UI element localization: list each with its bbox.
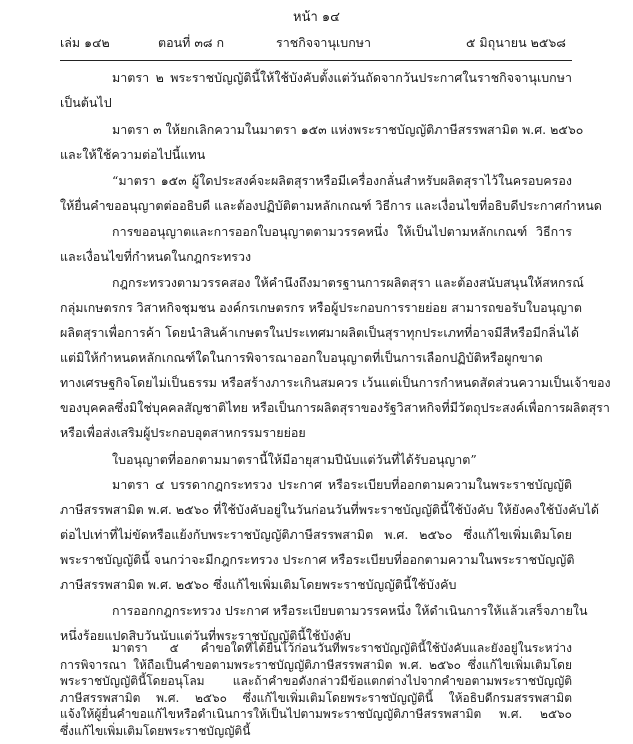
volume-number: เล่ม ๑๔๒ bbox=[60, 35, 110, 50]
text-line: การออกกฎกระทรวง ประกาศ หรือระเบียบตามวรรคหนึ่ง ให้ดำเนินการให้แล้วเสร็จภายใน bbox=[112, 603, 588, 618]
text-line: พระราชบัญญัตินี้โดยอนุโลม และถ้าคำขอดังกล่าวมีข้อแตกต่างไปจากคำขอตามพระราชบัญญัติ bbox=[60, 674, 572, 688]
section-number: ตอนที่ ๓๘ ก bbox=[158, 35, 225, 50]
page-number: หน้า ๑๔ bbox=[293, 10, 340, 25]
text-line: มาตรา ๔ บรรดากฎกระทรวง ประกาศ หรือระเบียบที่ออกตามความในพระราชบัญญัติ bbox=[112, 477, 572, 492]
text-line: พระราชบัญญัตินี้ จนกว่าจะมีกฎกระทรวง ประกาศ หรือระเบียบที่ออกตามความในพระราชบัญญัติ bbox=[60, 552, 575, 567]
publication-name: ราชกิจจานุเบกษา bbox=[276, 35, 372, 50]
text-line: ภาษีสรรพสามิต พ.ศ. ๒๕๖๐ ซึ่งแก้ไขเพิ่มเติมโดยพระราชบัญญัตินี้ ให้อธิบดีกรมสรรพสามิต bbox=[60, 690, 572, 705]
text-line: ภาษีสรรพสามิต พ.ศ. ๒๕๖๐ ซึ่งแก้ไขเพิ่มเติมโดยพระราชบัญญัตินี้ใช้บังคับ bbox=[60, 577, 457, 592]
text-line: ใบอนุญาตที่ออกตามมาตรานี้ให้มีอายุสามปีนับแต่วันที่ได้รับอนุญาต” bbox=[112, 452, 477, 467]
text-line: ให้ยื่นคำขออนุญาตต่ออธิบดี และต้องปฏิบัติตามหลักเกณฑ์ วิธีการ และเงื่อนไขที่อธิบดีประกาศกำหนด bbox=[60, 198, 602, 213]
text-line: การพิจารณา ให้ถือเป็นคำขอตามพระราชบัญญัติภาษีสรรพสามิต พ.ศ. ๒๕๖๐ ซึ่งแก้ไขเพิ่มเติมโดย bbox=[60, 657, 572, 672]
text-line: หรือเพื่อส่งเสริมผู้ประกอบอุตสาหกรรมรายย่อย bbox=[60, 425, 306, 440]
text-line: “มาตรา ๑๕๓ ผู้ใดประสงค์จะผลิตสุราหรือมีเครื่องกลั่นสำหรับผลิตสุราไว้ในครอบครอง bbox=[112, 173, 572, 188]
text-line: ต่อไปเท่าที่ไม่ขัดหรือแย้งกับพระราชบัญญัติภาษีสรรพสามิต พ.ศ. ๒๕๖๐ ซึ่งแก้ไขเพิ่มเติมโดย bbox=[60, 527, 572, 542]
text-line: และให้ใช้ความต่อไปนี้แทน bbox=[60, 147, 206, 162]
text-line: เป็นต้นไป bbox=[60, 95, 112, 110]
text-line: ซึ่งแก้ไขเพิ่มเติมโดยพระราชบัญญัตินี้ bbox=[60, 723, 251, 738]
text-line: และเงื่อนไขที่กำหนดในกฎกระทรวง bbox=[60, 249, 252, 264]
text-line: หนึ่งร้อยแปดสิบวันนับแต่วันที่พระราชบัญญัตินี้ใช้บังคับ bbox=[60, 628, 351, 643]
text-line: กฎกระทรวงตามวรรคสอง ให้คำนึงถึงมาตรฐานการผลิตสุรา และต้องสนับสนุนให้สหกรณ์ bbox=[112, 275, 584, 290]
text-line: มาตรา ๓ ให้ยกเลิกความในมาตรา ๑๕๓ แห่งพระราชบัญญัติภาษีสรรพสามิต พ.ศ. ๒๕๖๐ bbox=[112, 122, 584, 137]
text-line: การขออนุญาตและการออกใบอนุญาตตามวรรคหนึ่ง ให้เป็นไปตามหลักเกณฑ์ วิธีการ bbox=[112, 224, 572, 239]
header-rule bbox=[60, 60, 572, 61]
text-line: ทางเศรษฐกิจโดยไม่เป็นธรรม หรือสร้างภาระเกินสมควร เว้นแต่เป็นการกำหนดสัดส่วนความเป็นเจ้าของ bbox=[60, 375, 611, 390]
text-line: ของบุคคลซึ่งมิใช่บุคคลสัญชาติไทย หรือเป็นการผลิตสุราของรัฐวิสาหกิจที่มีวัตถุประสงค์เพื่อการผลิตสุรา bbox=[60, 400, 610, 415]
text-line: กลุ่มเกษตรกร วิสาหกิจชุมชน องค์กรเกษตรกร หรือผู้ประกอบการรายย่อย สามารถขอรับใบอนุญาต bbox=[60, 300, 582, 315]
publication-date: ๕ มิถุนายน ๒๕๖๘ bbox=[466, 35, 566, 50]
text-line: ภาษีสรรพสามิต พ.ศ. ๒๕๖๐ ที่ใช้บังคับอยู่ในวันก่อนวันที่พระราชบัญญัตินี้ใช้บังคับ ให้ยังคงใช้บังคับได้ bbox=[60, 502, 599, 517]
text-line: มาตรา ๒ พระราชบัญญัตินี้ให้ใช้บังคับตั้งแต่วันถัดจากวันประกาศในราชกิจจานุเบกษา bbox=[112, 70, 572, 85]
text-line: แจ้งให้ผู้ยื่นคำขอแก้ไขหรือดำเนินการให้เป็นไปตามพระราชบัญญัติภาษีสรรพสามิต พ.ศ. ๒๕๖๐ bbox=[60, 707, 572, 721]
text-line: แต่มิให้กำหนดหลักเกณฑ์ใดในการพิจารณาออกใบอนุญาตที่เป็นการเลือกปฏิบัติหรือผูกขาด bbox=[60, 350, 543, 365]
text-line: มาตรา ๕ คำขอใดที่ได้ยื่นไว้ก่อนวันที่พระราชบัญญัตินี้ใช้บังคับและยังอยู่ในระหว่าง bbox=[112, 641, 572, 655]
text-line: ผลิตสุราเพื่อการค้า โดยนำสินค้าเกษตรในประเทศมาผลิตเป็นสุราทุกประเภทที่อาจมีสีหรือมีกลิ่นได้ bbox=[60, 325, 580, 340]
